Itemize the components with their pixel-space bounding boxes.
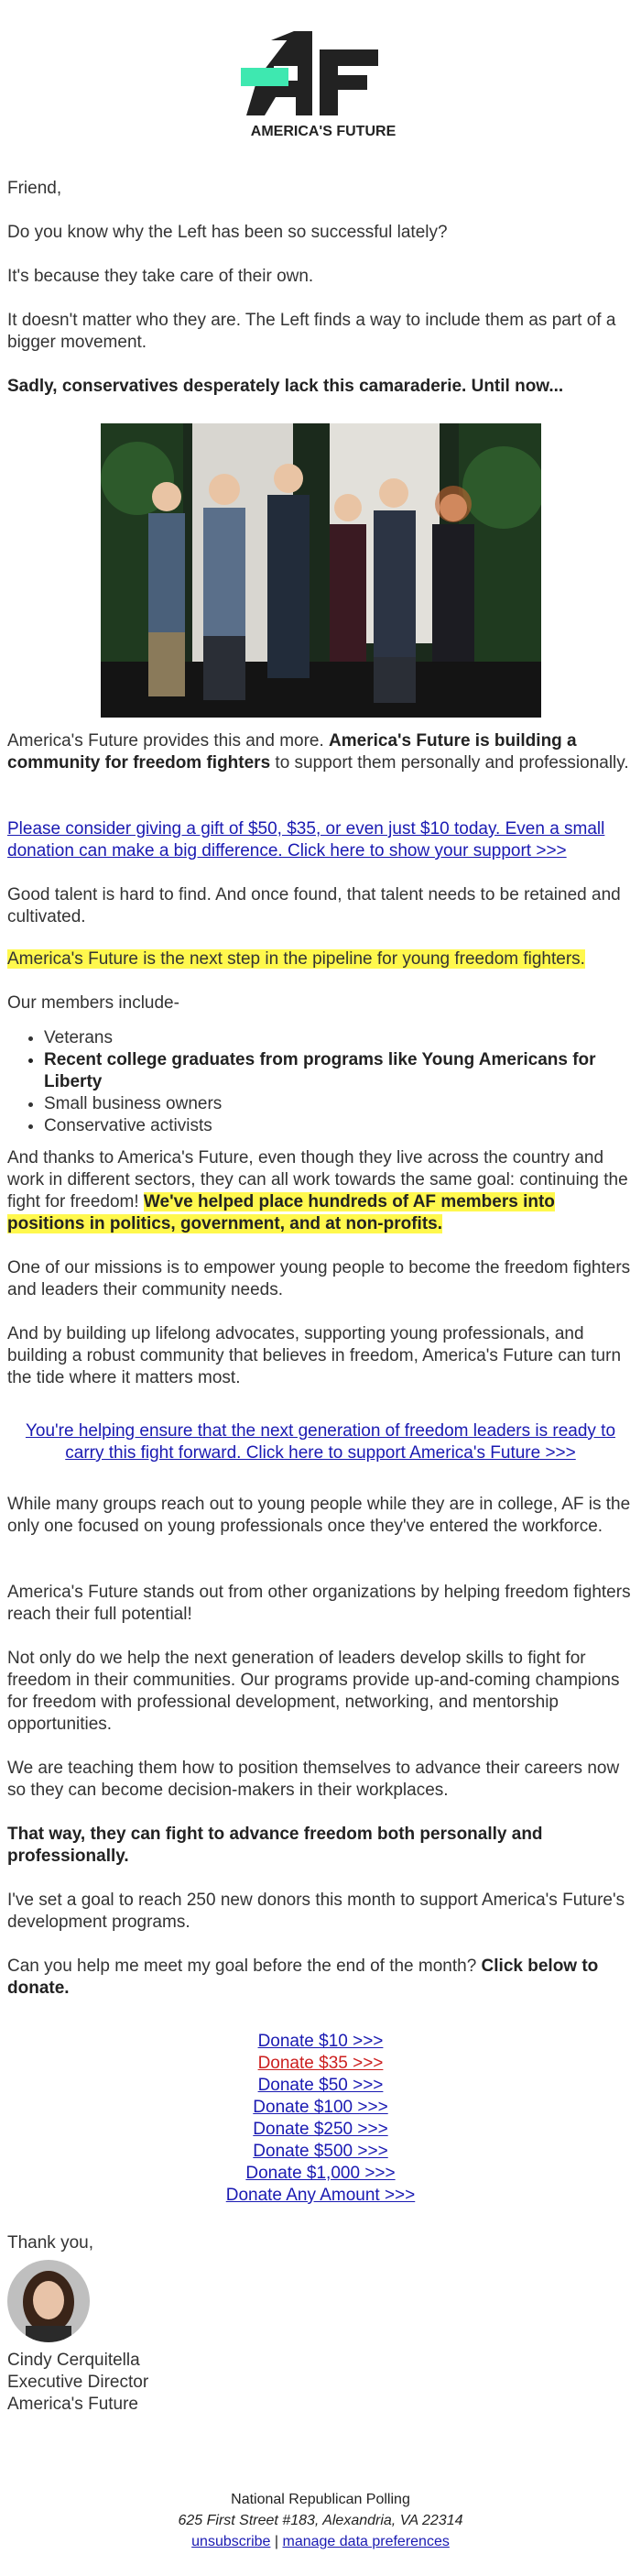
signer-avatar bbox=[7, 2260, 90, 2342]
manage-preferences-link[interactable]: manage data preferences bbox=[282, 2534, 450, 2549]
paragraph-bold: That way, they can fight to advance freedom both personally and professionally. bbox=[7, 1825, 543, 1866]
paragraph: Can you help me meet my goal before the end of the month? Click below to donate. bbox=[7, 1957, 599, 1998]
paragraph: Our members include- bbox=[7, 993, 179, 1013]
donate-any-amount-link[interactable]: Donate Any Amount >>> bbox=[225, 2186, 416, 2205]
svg-text:AMERICA'S FUTURE: AMERICA'S FUTURE bbox=[250, 124, 397, 139]
group-photo bbox=[101, 423, 541, 718]
signer-name: Cindy Cerquitella bbox=[7, 2351, 140, 2370]
list-item: • Conservative activists bbox=[44, 1115, 634, 1137]
donation-links bbox=[7, 2031, 634, 2207]
sign-off: Thank you, bbox=[7, 2233, 93, 2253]
paragraph: And thanks to America's Future, even though they live across the country and work in different sectors, they can all work towards the same goal: continuing the fight for freedom! We've helped place hundreds of AF members into positions in politics, government, and at non-profits. bbox=[7, 1148, 628, 1233]
support-link-2[interactable]: You're helping ensure that the next generation of freedom leaders is ready to carry this fight forward. Click here to support America's Future >>> bbox=[25, 1421, 616, 1463]
paragraph: It's because they take care of their own. bbox=[7, 267, 314, 286]
signer-org: America's Future bbox=[7, 2395, 139, 2414]
greeting: Friend, bbox=[7, 179, 62, 198]
donate-35-link[interactable]: Donate $35 >>> bbox=[257, 2054, 384, 2073]
americas-future-logo bbox=[239, 22, 408, 141]
paragraph: One of our missions is to empower young people to become the freedom fighters and leaders their community needs. bbox=[7, 1258, 631, 1299]
paragraph: And by building up lifelong advocates, supporting young professionals, and building a robust community that believes in freedom, America's Future can turn the tide where it matters most. bbox=[7, 1324, 622, 1387]
paragraph: We are teaching them how to position themselves to advance their careers now so they can become decision-makers in their workplaces. bbox=[7, 1759, 620, 1800]
donate-500-link[interactable]: Donate $500 >>> bbox=[253, 2142, 388, 2161]
donate-250-link[interactable]: Donate $250 >>> bbox=[253, 2120, 388, 2139]
paragraph: It doesn't matter who they are. The Left finds a way to include them as part of a bigger movement. bbox=[7, 311, 616, 352]
paragraph: Good talent is hard to find. And once found, that talent needs to be retained and cultivated. bbox=[7, 885, 621, 926]
paragraph: Not only do we help the next generation of leaders develop skills to fight for freedom in their communities. Our programs provide up-and-coming champions for freedom with professional development, networking, and mentorship opportunities. bbox=[7, 1649, 620, 1734]
list-item: • Recent college graduates from programs like Young Americans for Liberty bbox=[44, 1049, 634, 1093]
unsubscribe-link[interactable]: unsubscribe bbox=[191, 2534, 271, 2549]
support-link-1[interactable]: Please consider giving a gift of $50, $35, or even just $10 today. Even a small donation can make a big difference. Click here to show your support >>> bbox=[7, 819, 605, 860]
paragraph: I've set a goal to reach 250 new donors this month to support America's Future's development programs. bbox=[7, 1891, 625, 1932]
footer-org: National Republican Polling bbox=[231, 2492, 410, 2507]
members-list bbox=[7, 1027, 634, 1137]
paragraph: America's Future provides this and more. America's Future is building a community for freedom fighters to support them personally and professionally. bbox=[7, 731, 629, 773]
donate-50-link[interactable]: Donate $50 >>> bbox=[257, 2076, 384, 2095]
donate-1000-link[interactable]: Donate $1,000 >>> bbox=[245, 2164, 396, 2183]
footer-separator: | bbox=[274, 2534, 279, 2549]
donate-10-link[interactable]: Donate $10 >>> bbox=[257, 2032, 384, 2051]
footer-address: 625 First Street #183, Alexandria, VA 22314 bbox=[178, 2513, 463, 2528]
paragraph: Do you know why the Left has been so successful lately? bbox=[7, 223, 448, 242]
list-item: • Small business owners bbox=[44, 1093, 634, 1115]
paragraph-bold: Sadly, conservatives desperately lack this camaraderie. Until now... bbox=[7, 377, 564, 396]
paragraph: While many groups reach out to young people while they are in college, AF is the only one focused on young professionals once they've entered the workforce. bbox=[7, 1495, 631, 1536]
paragraph: America's Future stands out from other organizations by helping freedom fighters reach their full potential! bbox=[7, 1583, 631, 1624]
list-item: • Veterans bbox=[44, 1027, 634, 1049]
footer bbox=[7, 2489, 634, 2552]
signer-title: Executive Director bbox=[7, 2373, 149, 2392]
donate-100-link[interactable]: Donate $100 >>> bbox=[253, 2098, 388, 2117]
paragraph-highlight: America's Future is the next step in the pipeline for young freedom fighters. bbox=[7, 949, 585, 969]
